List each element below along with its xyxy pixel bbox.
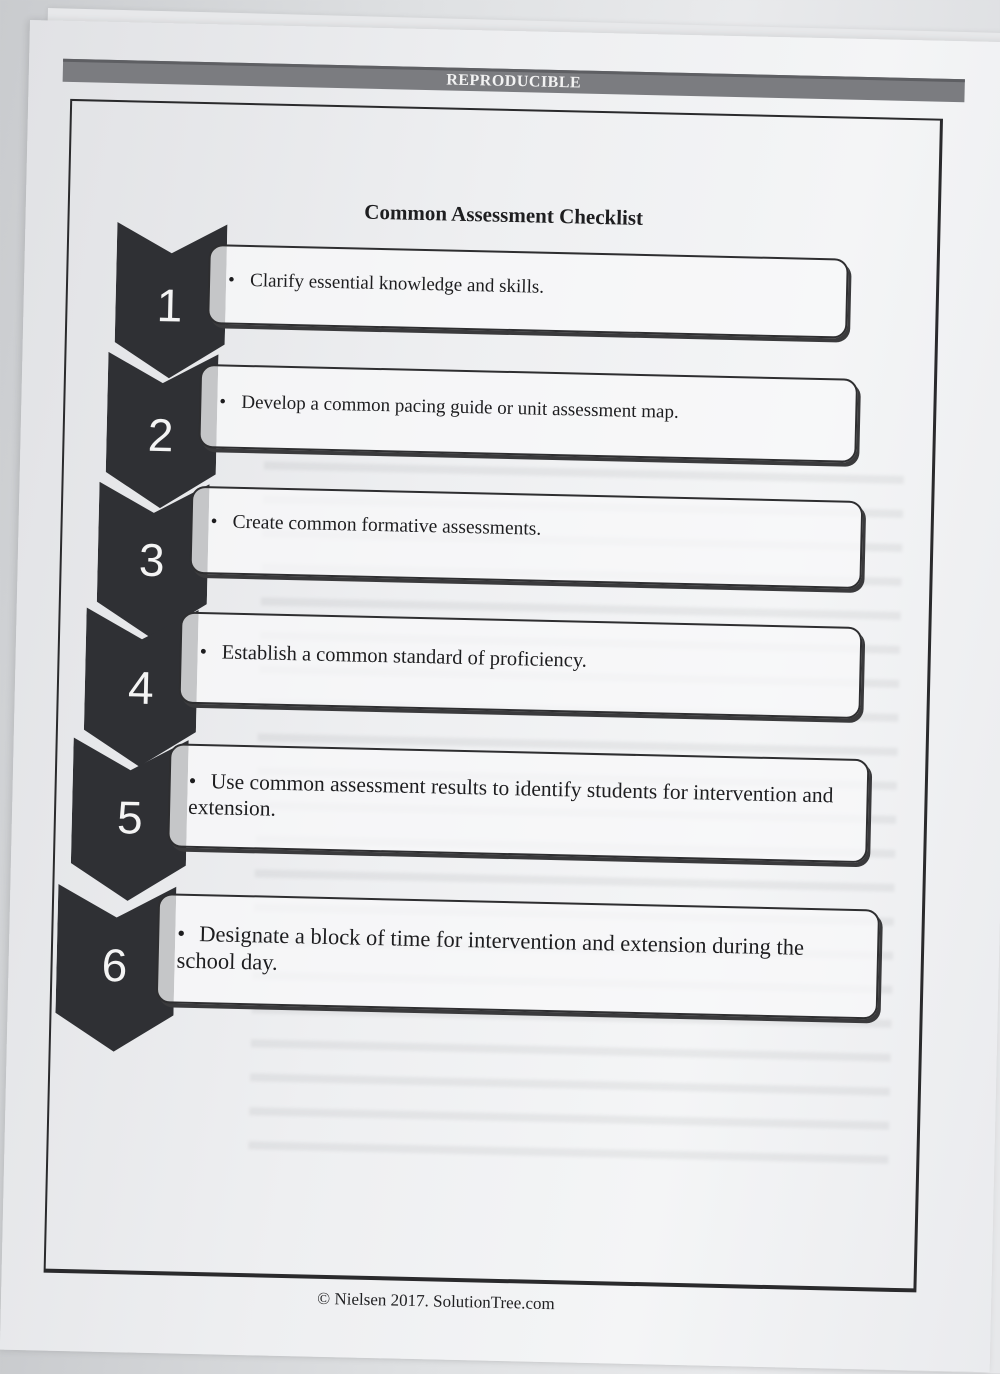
step-2-label: Develop a common pacing guide or unit assessment map. — [241, 391, 679, 423]
bullet-icon: • — [199, 641, 208, 664]
step-6-text — [176, 920, 867, 991]
step-1-box — [207, 244, 849, 338]
step-5-label: Use common assessment results to identify students for intervention and extension. — [187, 769, 834, 821]
page-title: Common Assessment Checklist — [364, 199, 644, 230]
step-4-box — [179, 612, 863, 719]
document-page — [0, 20, 1000, 1372]
step-3-box — [189, 486, 863, 589]
checklist-frame — [44, 99, 943, 1293]
bleed-through-logo — [276, 1156, 300, 1248]
step-5-number: 5 — [116, 791, 144, 844]
bullet-icon: • — [188, 768, 197, 793]
copyright-footer: © Nielsen 2017. SolutionTree.com — [317, 1288, 555, 1314]
step-4-text — [199, 640, 839, 680]
step-1-text — [228, 269, 828, 306]
bullet-icon: • — [227, 269, 236, 291]
step-3-number: 3 — [138, 533, 166, 587]
step-6-number: 6 — [101, 938, 128, 992]
step-2-text — [219, 390, 839, 427]
bullet-icon: • — [210, 511, 218, 533]
step-2-box — [198, 364, 858, 463]
step-5-text — [188, 768, 849, 835]
bullet-icon: • — [219, 391, 227, 413]
step-3-label: Create common formative assessments. — [232, 511, 542, 540]
step-4-number: 4 — [127, 661, 155, 714]
step-1-number: 1 — [156, 278, 183, 332]
bullet-icon: • — [177, 920, 186, 946]
step-6-label: Designate a block of time for intervention and extension during the school day. — [176, 921, 805, 976]
step-6-box — [156, 893, 880, 1019]
step-5-box — [167, 743, 869, 863]
step-1-label: Clarify essential knowledge and skills. — [249, 270, 545, 298]
reproducible-header: REPRODUCIBLE — [63, 59, 965, 102]
step-2-number: 2 — [147, 408, 175, 462]
step-3-text — [210, 510, 840, 548]
step-4-label: Establish a common standard of proficiency. — [221, 641, 588, 672]
